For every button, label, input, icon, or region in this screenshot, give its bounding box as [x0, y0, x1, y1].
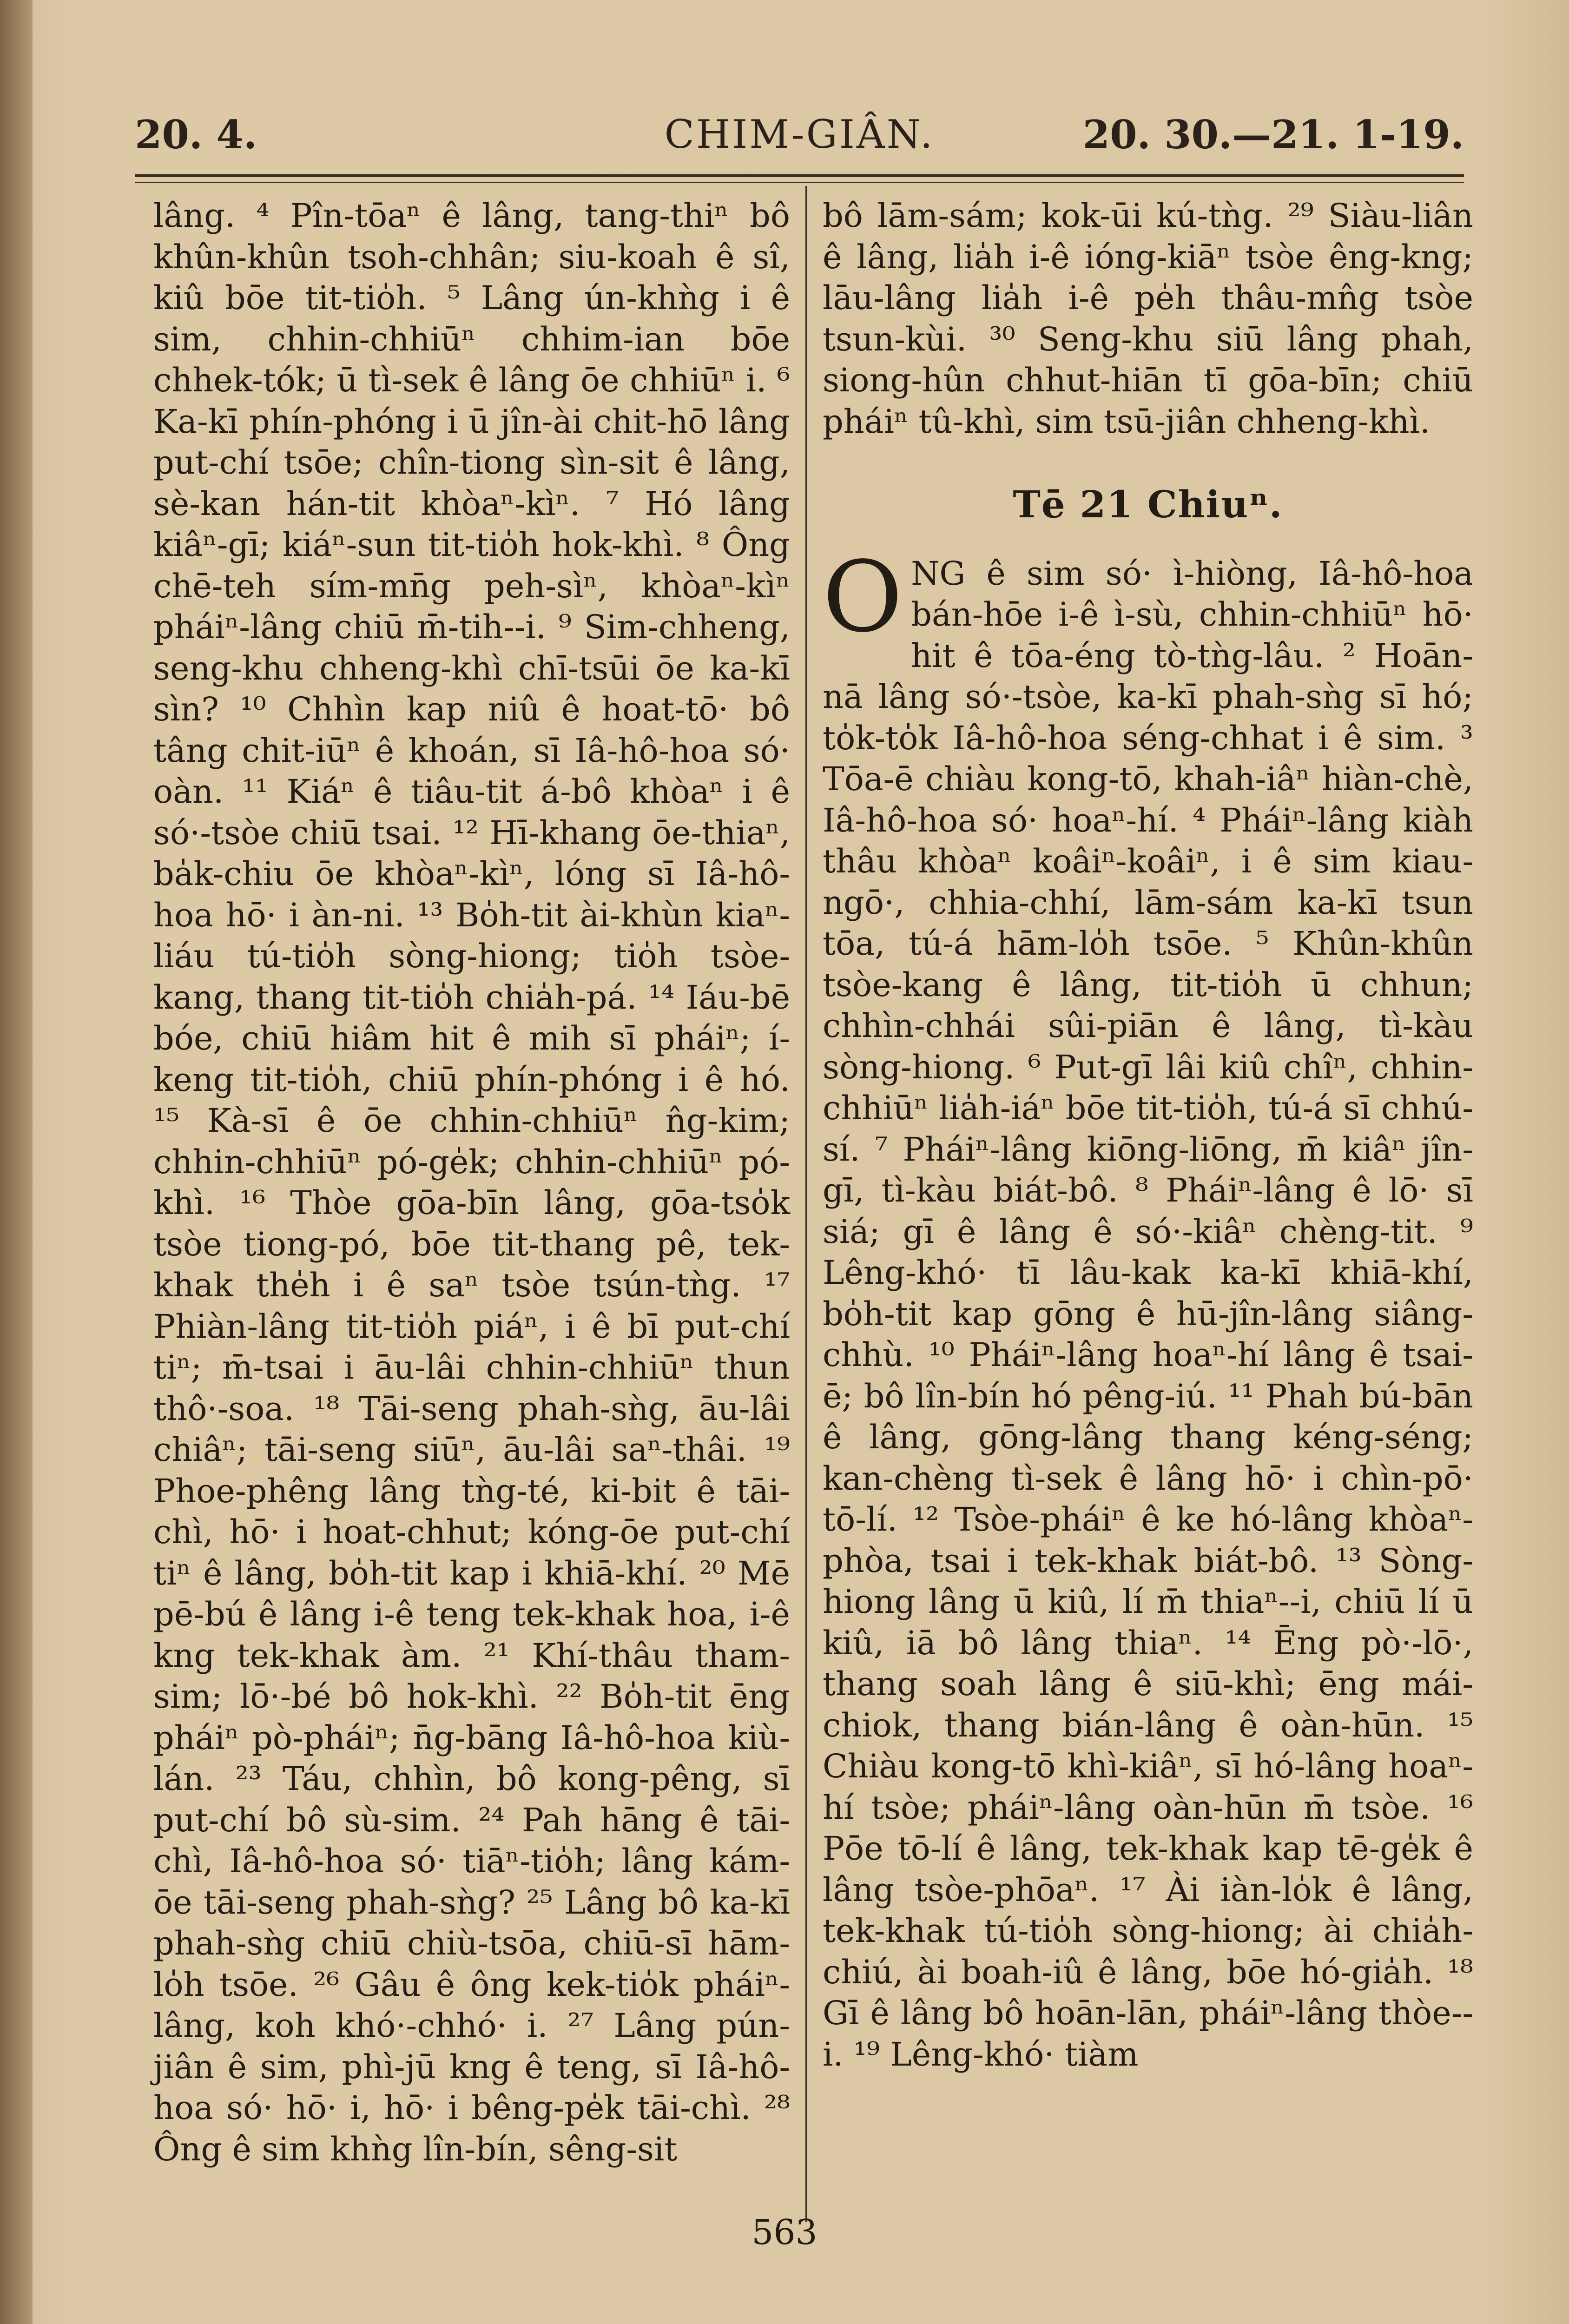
header-right-ref: 20. 30.—21. 1-19. — [1082, 112, 1464, 158]
left-column — [153, 195, 790, 2170]
header-left-ref: 20. 4. — [135, 112, 257, 158]
chapter-21-body: NG ê sim só· ì-hiòng, Iâ-hô-hoa bán-hōe i-ê ì-sù, chhin-chhiūⁿ hō· hit ê tōa-éng tò-tǹg-lâu. ² Hoān-nā lâng só·-tsòe, ka-kī phah-sǹg sī hó; to̍k-to̍k Iâ-hô-hoa séng-chhat i ê sim. ³ Tōa-ē chiàu kong-tō, khah-iâⁿ hiàn-chè, Iâ-hô-hoa só· hoaⁿ-hí. ⁴ Pháiⁿ-lâng kiàh thâu khòaⁿ koâiⁿ-koâiⁿ, i ê sim kiau-ngō·, chhia-chhí, lām-sám ka-kī tsun tōa, tú-á hām-lo̍h tsōe. ⁵ Khûn-khûn tsòe-kang ê lâng, tit-tio̍h ū chhun; chhìn-chhái sûi-piān ê lâng, tì-kàu sòng-hiong. ⁶ Put-gī lâi kiû chîⁿ, chhin-chhiūⁿ lia̍h-iáⁿ bōe tit-tio̍h, tú-á sī chhú-sí. ⁷ Pháiⁿ-lâng kiōng-liōng, m̄ kiâⁿ jîn-gī, tì-kàu biát-bô. ⁸ Pháiⁿ-lâng ê lō· sī siá; gī ê lâng ê só·-kiâⁿ chèng-tit. ⁹ Lêng-khó· tī lâu-kak ka-kī khiā-khí, bo̍h-tit kap gōng ê hū-jîn-lâng siâng-chhù. ¹⁰ Pháiⁿ-lâng hoaⁿ-hí lâng ê tsai-ē; bô lîn-bín hó pêng-iú. ¹¹ Phah bú-bān ê lâng, gōng-lâng thang kéng-séng; kan-chèng tì-sek ê lâng hō· i chìn-pō· tō-lí. ¹² Tsòe-pháiⁿ ê ke hó-lâng khòaⁿ-phòa, tsai i tek-khak biát-bô. ¹³ Sòng-hiong lâng ū kiû, lí m̄ thiaⁿ--i, chiū lí ū kiû, iā bô lâng thiaⁿ. ¹⁴ Ēng pò·-lō·, thang soah lâng ê siū-khì; ēng mái-chiok, thang bián-lâng ê oàn-hūn. ¹⁵ Chiàu kong-tō khì-kiâⁿ, sī hó-lâng hoaⁿ-hí tsòe; pháiⁿ-lâng oàn-hūn m̄ tsòe. ¹⁶ Pōe tō-lí ê lâng, tek-khak kap tē-ge̍k ê lâng tsòe-phōaⁿ. ¹⁷ Ài iàn-lo̍k ê lâng, tek-khak tú-tio̍h sòng-hiong; ài chia̍h-chiú, ài boah-iû ê lâng, bōe hó-gia̍h. ¹⁸ Gī ê lâng bô hoān-lān, pháiⁿ-lâng thòe--i. ¹⁹ Lêng-khó· tiàm — [823, 554, 1473, 2073]
drop-cap: O — [823, 540, 903, 654]
column-divider — [805, 186, 807, 2222]
running-header — [135, 93, 1464, 163]
header-book-title: CHIM-GIÂN. — [664, 112, 935, 157]
header-rule — [135, 174, 1464, 183]
right-column-text: bô lām-sám; kok-ūi kú-tǹg. ²⁹ Siàu-liân ê lâng, lia̍h i-ê ióng-kiāⁿ tsòe êng-kng; lāu-lâng lia̍h i-ê pe̍h thâu-mn̂g tsòe tsun-kùi. ³⁰ Seng-khu siū lâng phah, siong-hûn chhut-hiān tī gōa-bīn; chiū pháiⁿ tû-khì, sim tsū-jiân chheng-khì. — [823, 197, 1473, 441]
chapter-21-text — [823, 540, 1473, 2075]
right-column — [823, 195, 1473, 2075]
left-column-text: lâng. ⁴ Pîn-tōaⁿ ê lâng, tang-thiⁿ bô khûn-khûn tsoh-chhân; siu-koah ê sî, kiû bōe tit-tio̍h. ⁵ Lâng ún-khǹg i ê sim, chhin-chhiūⁿ chhim-ian bōe chhek-tók; ū tì-sek ê lâng ōe chhiūⁿ i. ⁶ Ka-kī phín-phóng i ū jîn-ài chit-hō lâng put-chí tsōe; chîn-tiong sìn-sit ê lâng, sè-kan hán-tit khòaⁿ-kìⁿ. ⁷ Hó lâng kiâⁿ-gī; kiáⁿ-sun tit-tio̍h hok-khì. ⁸ Ông chē-teh sím-mn̄g peh-sìⁿ, khòaⁿ-kìⁿ pháiⁿ-lâng chiū m̄-tih--i. ⁹ Sim-chheng, seng-khu chheng-khì chī-tsūi ōe ka-kī sìn? ¹⁰ Chhìn kap niû ê hoat-tō· bô tâng chit-iūⁿ ê khoán, sī Iâ-hô-hoa só· oàn. ¹¹ Kiáⁿ ê tiâu-tit á-bô khòaⁿ i ê só·-tsòe chiū tsai. ¹² Hī-khang ōe-thiaⁿ, ba̍k-chiu ōe khòaⁿ-kìⁿ, lóng sī Iâ-hô-hoa hō· i àn-ni. ¹³ Bo̍h-tit ài-khùn kiaⁿ-liáu tú-tio̍h sòng-hiong; tio̍h tsòe-kang, thang tit-tio̍h chia̍h-pá. ¹⁴ Iáu-bē bóe, chiū hiâm hit ê mih sī pháiⁿ; í-keng tit-tio̍h, chiū phín-phóng i ê hó. ¹⁵ Kà-sī ê ōe chhin-chhiūⁿ n̂g-kim; chhin-chhiūⁿ pó-ge̍k; chhin-chhiūⁿ pó-khì. ¹⁶ Thòe gōa-bīn lâng, gōa-tso̍k tsòe tiong-pó, bōe tit-thang pê, tek-khak the̍h i ê saⁿ tsòe tsún-tǹg. ¹⁷ Phiàn-lâng tit-tio̍h piáⁿ, i ê bī put-chí tiⁿ; m̄-tsai i āu-lâi chhin-chhiūⁿ thun thô·-soa. ¹⁸ Tāi-seng phah-sǹg, āu-lâi chiâⁿ; tāi-seng siūⁿ, āu-lâi saⁿ-thâi. ¹⁹ Phoe-phêng lâng tǹg-té, ki-bit ê tāi-chì, hō· i hoat-chhut; kóng-ōe put-chí tiⁿ ê lâng, bo̍h-tit kap i khiā-khí. ²⁰ Mē pē-bú ê lâng i-ê teng tek-khak hoa, i-ê kng tek-khak àm. ²¹ Khí-thâu tham-sim; lō·-bé bô hok-khì. ²² Bo̍h-tit ēng pháiⁿ pò-pháiⁿ; n̄g-bāng Iâ-hô-hoa kiù-lán. ²³ Táu, chhìn, bô kong-pêng, sī put-chí bô sù-sim. ²⁴ Pah hāng ê tāi-chì, Iâ-hô-hoa só· tiāⁿ-tio̍h; lâng kám-ōe tāi-seng phah-sǹg? ²⁵ Lâng bô ka-kī phah-sǹg chiū chiù-tsōa, chiū-sī hām-lo̍h tsōe. ²⁶ Gâu ê ông kek-tio̍k pháiⁿ-lâng, koh khó·-chhó· i. ²⁷ Lâng pún-jiân ê sim, phì-jū kng ê teng, sī Iâ-hô-hoa só· hō· i, hō· i bêng-pe̍k tāi-chì. ²⁸ Ông ê sim khǹg lîn-bín, sêng-sit — [153, 197, 790, 2168]
book-spine — [0, 0, 33, 2324]
page-number: 563 — [752, 2212, 817, 2252]
chapter-heading: Tē 21 Chiuⁿ. — [1013, 482, 1283, 526]
